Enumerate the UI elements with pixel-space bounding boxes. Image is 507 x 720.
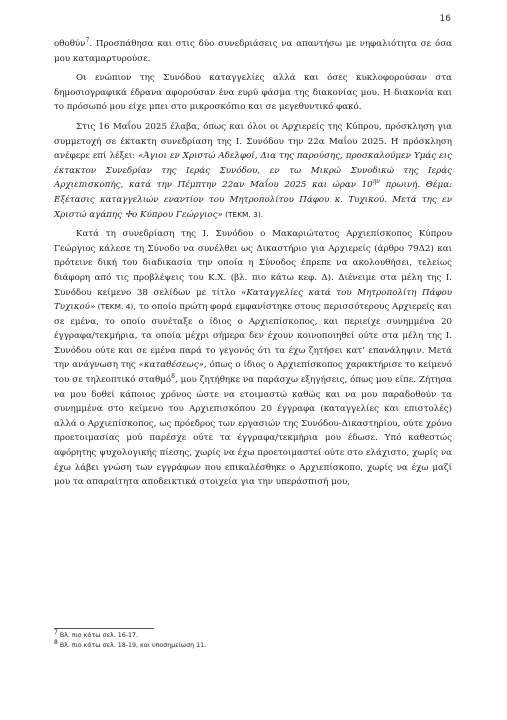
footnote-separator [54, 628, 154, 629]
footnote-ref-8: 8 [171, 373, 175, 381]
p3-lead: Στις 16 Μαΐου 2025 έλαβα, όπως και όλοι οι Αρχιερείς της Κύπρου, πρόσκληση για συμμετοχή σε έκτακτη συνεδρίαση της Ι. Συνόδου την 22α Μαΐου 2025. Η πρόσκληση ανέφερε επί λέξει: [54, 121, 452, 162]
footnotes [54, 628, 452, 650]
body-text [54, 37, 452, 495]
page-number: 16 [439, 14, 451, 24]
p3-quote: «Άγιοι εν Χριστώ Αδελφοί, Δια της παρούσης, προσκαλούμεν Υμάς εις έκτακτον Συνεδρίαν της Ιεράς Συνόδου, εν τω Μικρώ Συνοδικώ της Ιεράς Αρχιεπισκοπής, κατά την Πέμπτην 22αν Μαΐου 2025 και ώραν 10 [54, 151, 452, 191]
footnote-7-num: 7 [54, 628, 58, 636]
p4-kat: «καταθέσεως» [138, 360, 204, 371]
p4-a: Κατά τη συνεδρίαση της Ι. Συνόδου ο Μακαριώτατος Αρχιεπίσκοπος Κύπρου Γεώργιος κάλεσε τη Σύνοδο να συνέλθει ως Δικαστήριο για Αρχιερείς (άρθρο 79Δ2) και πρότεινε δική του διαδικασία την οποία η Σύνοδος έπρεπε να ακολουθήσει, τελείως διάφορη από τις προβλέψεις του Κ.Χ. (βλ. πιο κάτω κεφ. Δ). Διένειμε στα μέλη της Ι. Συνόδου κείμενο 38 σελίδων με τίτλο [54, 229, 452, 298]
footnote-7-text: Βλ. πιο κάτω σελ. 16-17. [57, 632, 139, 639]
p4-title: «Καταγγελίες κατά του Μητροπολίτη Πάφου Τυχικού» [54, 287, 452, 313]
p4-b: , το οποίο πρώτη φορά εμφανίστηκε στους περισσότερους Αρχιερείς και σε εμένα, το οποίο συνέταξε ο ίδιος ο Αρχιεπίσκοπος, και περιείχε συνημμένα 20 έγγραφα/τεκμήρια, τα οποία μέχρι σήμερα δεν έχουν κοινοποιηθεί ούτε στα μέλη της Ι. Συνόδου ούτε και σε εμένα παρά το γεγονός ότι τα έχω ζητήσει κατ’ επανάληψιν. Μετά την ανάγνωση της [54, 302, 452, 371]
p3-quote-end: πρωινή. Θέμα: Εξέτασις καταγγελιών εναντίον του Μητροπολίτου Πάφου κ. Τυχικού. Μετά της εν Χριστώ αγάπης ✢ο Κύπρου Γεώργιος» [54, 180, 452, 220]
footnote-7 [54, 628, 452, 641]
p4-d: , μου ζητήθηκε να παράσχω εξηγήσεις, όπως μου είπε. Ζήτησα να μου δοθεί κάποιος χρόνος ώστε να ετοιμαστώ καθώς και να μου παραδοθούν τα συνημμένα στο κείμενο του Αρχιεπισκόπου 20 έγγραφα (καταγγελίες και επιστολές) αλλά ο Αρχιεπίσκοπος, ως πρόεδρος των εργασιών της Συνόδου-Δικαστηρίου, ούτε χρόνο προετοιμασίας μού παρέσχε ούτε τα έγγραφα/τεκμήρια μου έδωσε. Υπό καθεστώς αφόρητης ψυχολογικής πίεσης, χωρίς να έχω προετοιμαστεί ούτε στο ελάχιστο, χωρίς να έχω λάβει γνώση των εγγράφων που επικαλέσθηκε ο Αρχιεπίσκοπο, χωρίς να έχω μαζί μου τα απαραίτητα αποδεικτικά στοιχεία για την υπεράσπισή μου, [54, 375, 452, 488]
paragraph-1 [54, 37, 452, 66]
paragraph-2: Οι ενώπιον της Συνόδου καταγγελίες αλλά και όσες κυκλοφορούσαν στα δημοσιογραφικά έδρανα αφορούσαν ένα ευρύ φάσμα της διακονίας μου. Η διακονία και το πρόσωπό μου είχε μπει στο μικροσκόπιο και σε μεγεθυντικό φακό. [54, 73, 452, 113]
p1-text: οθοθύν [54, 39, 86, 49]
footnote-8 [54, 638, 452, 651]
p4-c: , όπως ο ίδιος ο Αρχιεπίσκοπος χαρακτήρισε το κείμενό του σε τηλεοπτικό σταθμό [54, 360, 452, 386]
p1-rest: . Προσπάθησα και στις δύο συνεδριάσεις να απαντήσω με νηφαλιότητα σε όσα μου καταμαρτυρούσε. [54, 39, 452, 64]
footnote-8-text: Βλ. πιο κάτω σελ. 18-19, και υποσημείωση 11. [57, 641, 207, 649]
paragraph-4 [54, 227, 452, 490]
p3-quote-sup: ην [372, 178, 380, 186]
paragraph-3 [54, 120, 452, 222]
p3-ref: (ΤΕΚΜ. 3). [222, 209, 264, 219]
footnote-ref-7: 7 [85, 37, 90, 45]
footnote-8-num: 8 [54, 638, 58, 646]
p4-ref: (ΤΕΚΜ. 4) [95, 302, 134, 312]
